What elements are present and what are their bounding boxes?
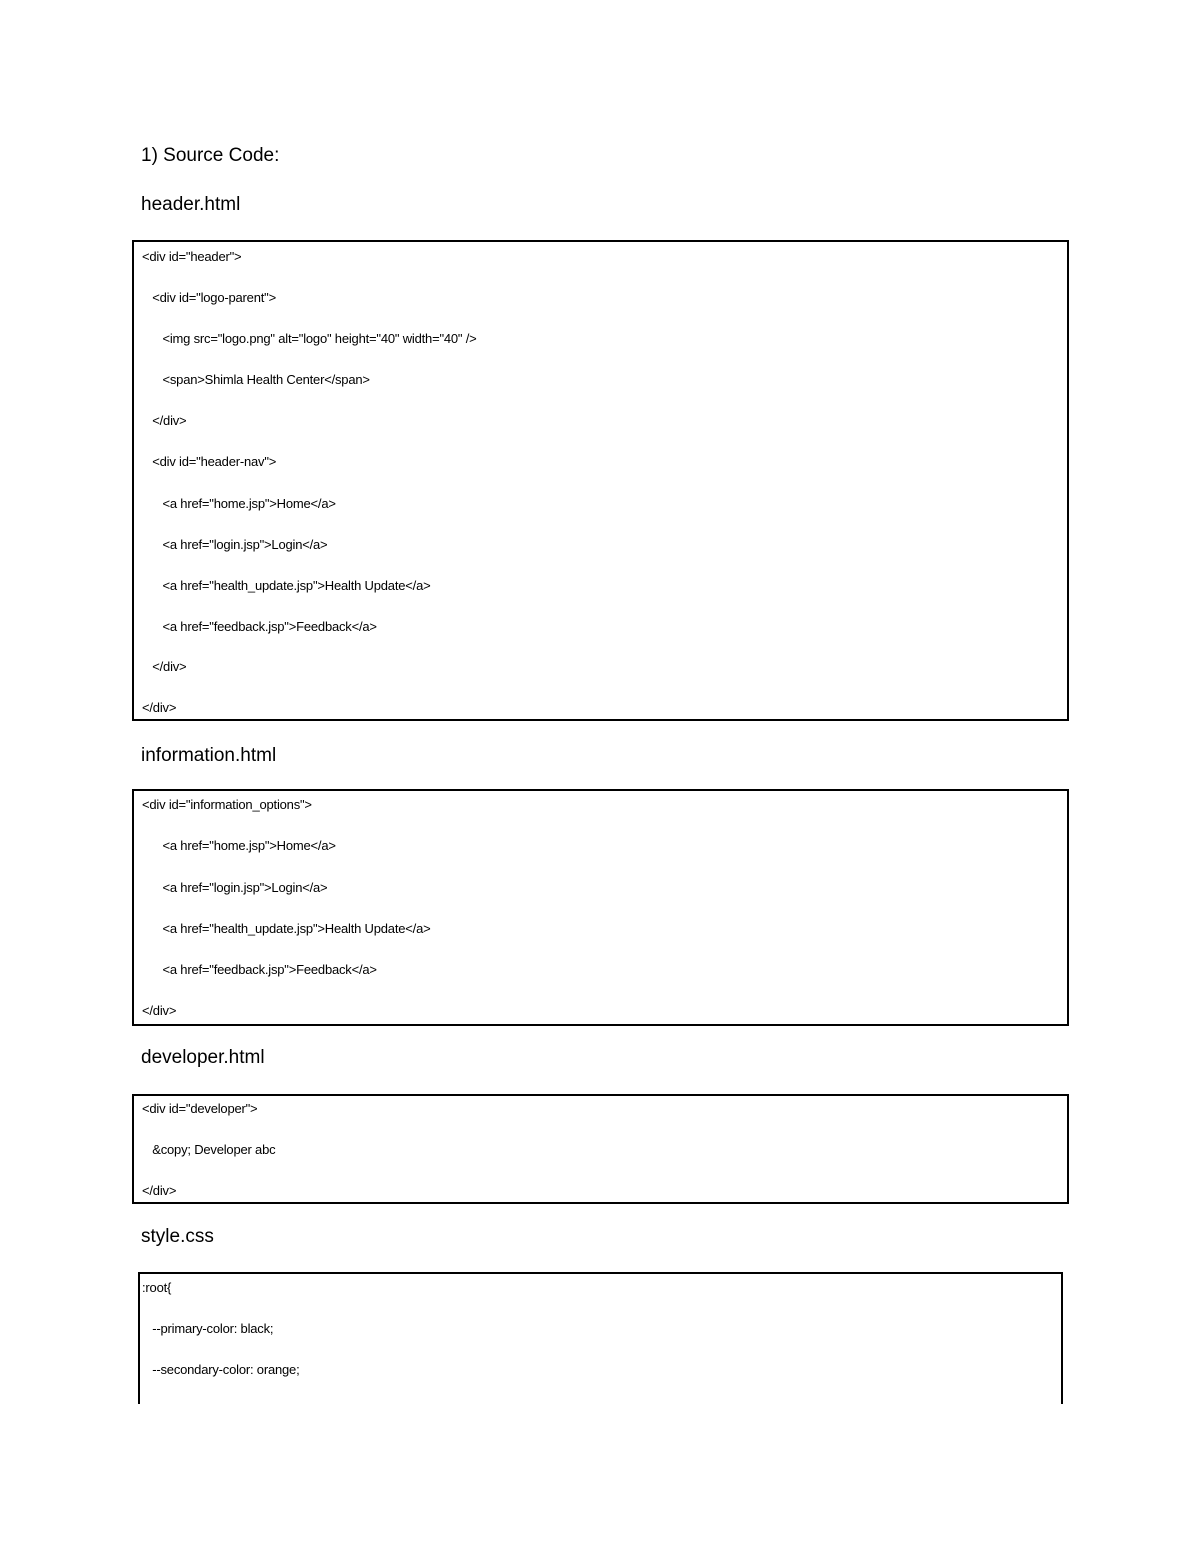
code-line: </div> — [142, 1003, 177, 1018]
code-line: <a href="login.jsp">Login</a> — [142, 537, 328, 552]
file-heading-style-css: style.css — [141, 1226, 214, 1247]
code-line: <a href="login.jsp">Login</a> — [142, 880, 328, 895]
code-line: <a href="home.jsp">Home</a> — [142, 496, 336, 511]
code-line: <a href="home.jsp">Home</a> — [142, 838, 336, 853]
code-box-header-html — [132, 240, 1069, 721]
code-line: <div id="logo-parent"> — [142, 290, 276, 305]
code-line: <img src="logo.png" alt="logo" height="40" width="40" /> — [142, 331, 477, 346]
code-line: :root{ — [142, 1280, 172, 1295]
section-title: 1) Source Code: — [141, 145, 280, 166]
code-line: </div> — [142, 659, 187, 674]
code-line: <a href="feedback.jsp">Feedback</a> — [142, 619, 377, 634]
code-line: --primary-color: black; — [142, 1321, 274, 1336]
code-line: --secondary-color: orange; — [142, 1362, 300, 1377]
code-box-developer-html — [132, 1094, 1069, 1204]
code-line: </div> — [142, 1183, 177, 1198]
file-heading-information-html: information.html — [141, 745, 277, 766]
file-heading-developer-html: developer.html — [141, 1047, 265, 1068]
code-line: <div id="header"> — [142, 249, 242, 264]
code-line: &copy; Developer abc — [142, 1142, 276, 1157]
code-line: <a href="health_update.jsp">Health Update</a> — [142, 578, 431, 593]
code-line: <a href="feedback.jsp">Feedback</a> — [142, 962, 377, 977]
code-box-information-html — [132, 789, 1069, 1026]
code-line: </div> — [142, 413, 187, 428]
code-line: <div id="header-nav"> — [142, 454, 277, 469]
code-line: <div id="information_options"> — [142, 797, 312, 812]
code-line: </div> — [142, 700, 177, 715]
code-line: <a href="health_update.jsp">Health Update</a> — [142, 921, 431, 936]
file-heading-header-html: header.html — [141, 194, 241, 215]
code-box-style-css — [138, 1272, 1063, 1404]
code-line: <span>Shimla Health Center</span> — [142, 372, 370, 387]
code-line: <div id="developer"> — [142, 1101, 258, 1116]
